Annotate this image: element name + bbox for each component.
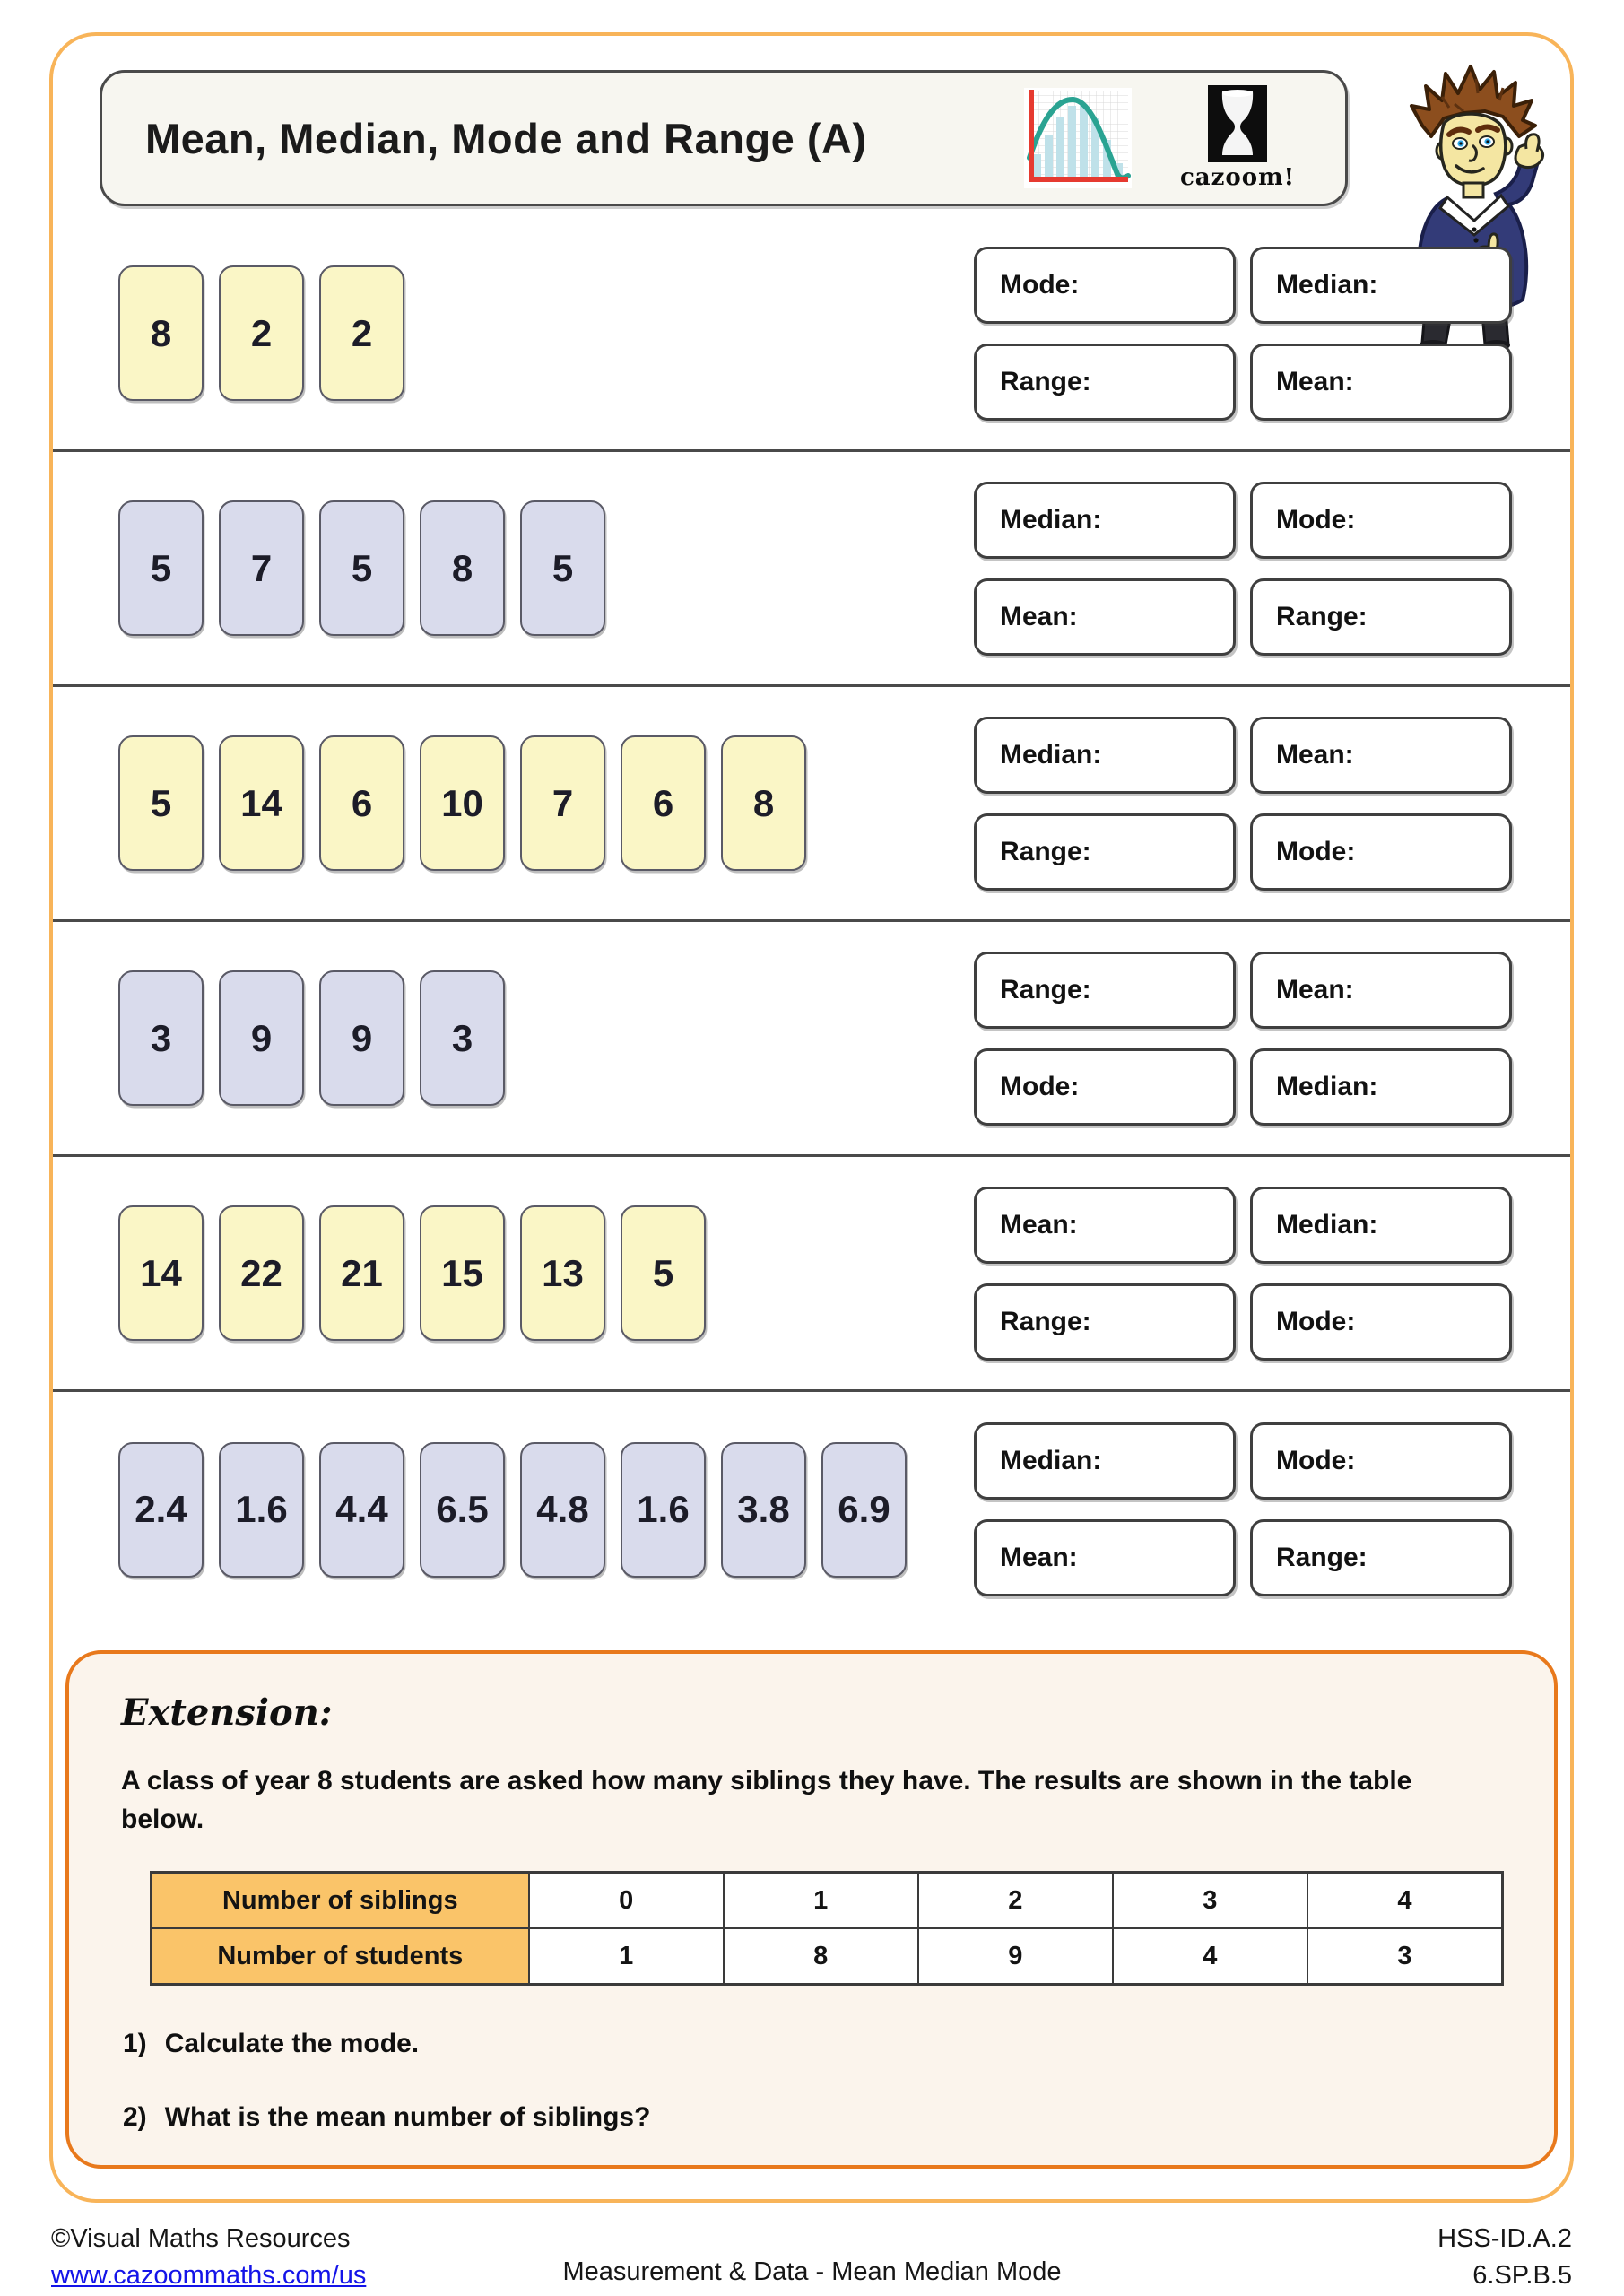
number-card: 1.6 bbox=[621, 1442, 706, 1578]
value-cell: 8 bbox=[724, 1928, 918, 1985]
siblings-table-body bbox=[152, 1873, 1503, 1985]
answers-grid bbox=[974, 1422, 1512, 1596]
number-card: 8 bbox=[118, 265, 204, 401]
table-row bbox=[152, 1928, 1503, 1985]
siblings-table bbox=[150, 1871, 1504, 1986]
answer-box-mode[interactable] bbox=[1250, 482, 1512, 559]
number-card: 1.6 bbox=[219, 1442, 304, 1578]
question-row bbox=[53, 687, 1570, 922]
answer-box-range[interactable] bbox=[974, 1283, 1236, 1361]
number-card: 5 bbox=[319, 500, 404, 636]
number-card: 3 bbox=[118, 970, 204, 1106]
number-card: 7 bbox=[219, 500, 304, 636]
answers-grid bbox=[974, 717, 1512, 891]
number-card: 2 bbox=[219, 265, 304, 401]
row-header-cell: Number of siblings bbox=[152, 1873, 529, 1929]
worksheet-frame bbox=[49, 32, 1574, 2203]
answer-label: Median: bbox=[1000, 504, 1102, 535]
answer-label: Mode: bbox=[1276, 504, 1356, 535]
answer-box-range[interactable] bbox=[1250, 1519, 1512, 1596]
answer-label: Range: bbox=[1276, 1543, 1368, 1572]
answer-label: Range: bbox=[1276, 601, 1368, 631]
value-cell: 2 bbox=[918, 1873, 1113, 1929]
title-box bbox=[100, 70, 1348, 206]
extension-question bbox=[123, 2029, 1504, 2059]
cazoom-logo bbox=[1180, 85, 1295, 191]
answer-label: Mean: bbox=[1000, 1209, 1078, 1239]
answer-box-mode[interactable] bbox=[974, 247, 1236, 324]
number-card: 2 bbox=[319, 265, 404, 401]
number-card: 4.4 bbox=[319, 1442, 404, 1578]
answer-box-mean[interactable] bbox=[1250, 344, 1512, 421]
page-title: Mean, Median, Mode and Range (A) bbox=[145, 114, 867, 162]
answer-box-median[interactable] bbox=[1250, 1187, 1512, 1264]
number-cards bbox=[118, 735, 806, 871]
answer-label: Median: bbox=[1000, 739, 1102, 770]
answer-box-mean[interactable] bbox=[974, 1187, 1236, 1264]
question-row bbox=[53, 1157, 1570, 1392]
answer-label: Mean: bbox=[1276, 739, 1354, 770]
number-cards bbox=[118, 1205, 706, 1341]
answer-box-mean[interactable] bbox=[974, 578, 1236, 656]
value-cell: 9 bbox=[918, 1928, 1113, 1985]
number-card: 3.8 bbox=[721, 1442, 806, 1578]
footer-copyright: ©Visual Maths Resources bbox=[51, 2224, 351, 2253]
answer-label: Mean: bbox=[1000, 1543, 1078, 1572]
number-card: 6.5 bbox=[420, 1442, 505, 1578]
extension-question bbox=[123, 2102, 1504, 2133]
answers-grid bbox=[974, 482, 1512, 656]
answer-box-mean[interactable] bbox=[1250, 952, 1512, 1029]
number-card: 6 bbox=[319, 735, 404, 871]
answer-label: Mode: bbox=[1276, 1446, 1356, 1475]
answer-label: Median: bbox=[1000, 1446, 1102, 1475]
footer-link[interactable]: www.cazoommaths.com/us bbox=[51, 2261, 367, 2291]
number-card: 10 bbox=[420, 735, 505, 871]
answer-label: Mean: bbox=[1276, 974, 1354, 1004]
table-row bbox=[152, 1873, 1503, 1929]
question-row bbox=[53, 1392, 1570, 1627]
answer-box-median[interactable] bbox=[1250, 1048, 1512, 1126]
question-rows bbox=[53, 217, 1570, 1627]
number-card: 22 bbox=[219, 1205, 304, 1341]
number-card: 2.4 bbox=[118, 1442, 204, 1578]
answer-label: Mean: bbox=[1276, 366, 1354, 396]
number-card: 15 bbox=[420, 1205, 505, 1341]
answers-grid bbox=[974, 1187, 1512, 1361]
number-card: 9 bbox=[319, 970, 404, 1106]
cazoom-goblet-icon bbox=[1208, 85, 1267, 162]
answer-label: Mode: bbox=[1000, 269, 1080, 300]
standard-code-2: 6.SP.B.5 bbox=[1472, 2261, 1572, 2291]
question-number: 2) bbox=[123, 2102, 147, 2133]
extension-heading: Extension: bbox=[121, 1692, 333, 1734]
answer-label: Median: bbox=[1276, 269, 1378, 300]
answer-box-mean[interactable] bbox=[1250, 717, 1512, 794]
number-card: 5 bbox=[118, 500, 204, 636]
number-card: 21 bbox=[319, 1205, 404, 1341]
cazoom-logo-text: cazoom! bbox=[1179, 164, 1295, 191]
number-card: 7 bbox=[520, 735, 605, 871]
number-card: 5 bbox=[520, 500, 605, 636]
answer-label: Median: bbox=[1276, 1071, 1378, 1101]
number-cards bbox=[118, 970, 505, 1106]
answer-label: Range: bbox=[1000, 836, 1091, 866]
value-cell: 0 bbox=[529, 1873, 724, 1929]
answer-box-range[interactable] bbox=[974, 813, 1236, 891]
answer-box-mode[interactable] bbox=[974, 1048, 1236, 1126]
answer-box-mode[interactable] bbox=[1250, 1283, 1512, 1361]
number-cards bbox=[118, 265, 404, 401]
answer-box-mode[interactable] bbox=[1250, 813, 1512, 891]
question-row bbox=[53, 452, 1570, 687]
answer-box-mode[interactable] bbox=[1250, 1422, 1512, 1500]
number-card: 8 bbox=[420, 500, 505, 636]
question-number: 1) bbox=[123, 2029, 147, 2059]
answer-box-mean[interactable] bbox=[974, 1519, 1236, 1596]
number-card: 4.8 bbox=[520, 1442, 605, 1578]
number-cards bbox=[118, 500, 605, 636]
question-row bbox=[53, 217, 1570, 452]
value-cell: 1 bbox=[529, 1928, 724, 1985]
answer-label: Range: bbox=[1000, 1306, 1091, 1336]
number-card: 5 bbox=[118, 735, 204, 871]
extension-panel bbox=[65, 1650, 1558, 2169]
answer-label: Mode: bbox=[1276, 836, 1356, 866]
number-card: 5 bbox=[621, 1205, 706, 1341]
question-text: Calculate the mode. bbox=[164, 2029, 420, 2059]
answer-label: Median: bbox=[1276, 1209, 1378, 1239]
value-cell: 3 bbox=[1113, 1873, 1307, 1929]
number-cards bbox=[118, 1442, 907, 1578]
number-card: 8 bbox=[721, 735, 806, 871]
value-cell: 3 bbox=[1307, 1928, 1503, 1985]
row-header-cell: Number of students bbox=[152, 1928, 529, 1985]
answer-box-range[interactable] bbox=[974, 344, 1236, 421]
number-card: 13 bbox=[520, 1205, 605, 1341]
value-cell: 4 bbox=[1307, 1873, 1503, 1929]
answer-label: Mode: bbox=[1276, 1306, 1356, 1336]
answer-box-range[interactable] bbox=[974, 952, 1236, 1029]
answer-box-median[interactable] bbox=[974, 482, 1236, 559]
number-card: 14 bbox=[219, 735, 304, 871]
footer-topic-text: Measurement & Data - Mean Median Mode bbox=[562, 2257, 1062, 2286]
answer-box-median[interactable] bbox=[974, 1422, 1236, 1500]
answer-box-range[interactable] bbox=[1250, 578, 1512, 656]
question-text: What is the mean number of siblings? bbox=[164, 2102, 651, 2133]
number-card: 3 bbox=[420, 970, 505, 1106]
number-card: 6.9 bbox=[821, 1442, 907, 1578]
answer-label: Mean: bbox=[1000, 601, 1078, 631]
footer-standards bbox=[1437, 2221, 1572, 2294]
answers-grid bbox=[974, 952, 1512, 1126]
number-card: 9 bbox=[219, 970, 304, 1106]
standard-code-1: HSS-ID.A.2 bbox=[1437, 2224, 1572, 2253]
answer-label: Range: bbox=[1000, 366, 1091, 396]
answer-box-median[interactable] bbox=[974, 717, 1236, 794]
value-cell: 4 bbox=[1113, 1928, 1307, 1985]
header-logo-group bbox=[1024, 85, 1295, 191]
question-row bbox=[53, 922, 1570, 1157]
answer-label: Mode: bbox=[1000, 1071, 1080, 1101]
answer-label: Range: bbox=[1000, 974, 1091, 1004]
extension-intro: A class of year 8 students are asked how many siblings they have. The results are shown in the table below. bbox=[121, 1766, 1412, 1834]
value-cell: 1 bbox=[724, 1873, 918, 1929]
number-card: 14 bbox=[118, 1205, 204, 1341]
answer-box-median[interactable] bbox=[1250, 247, 1512, 324]
answers-grid bbox=[974, 247, 1512, 421]
number-card: 6 bbox=[621, 735, 706, 871]
bell-curve-chart-icon bbox=[1024, 88, 1132, 188]
